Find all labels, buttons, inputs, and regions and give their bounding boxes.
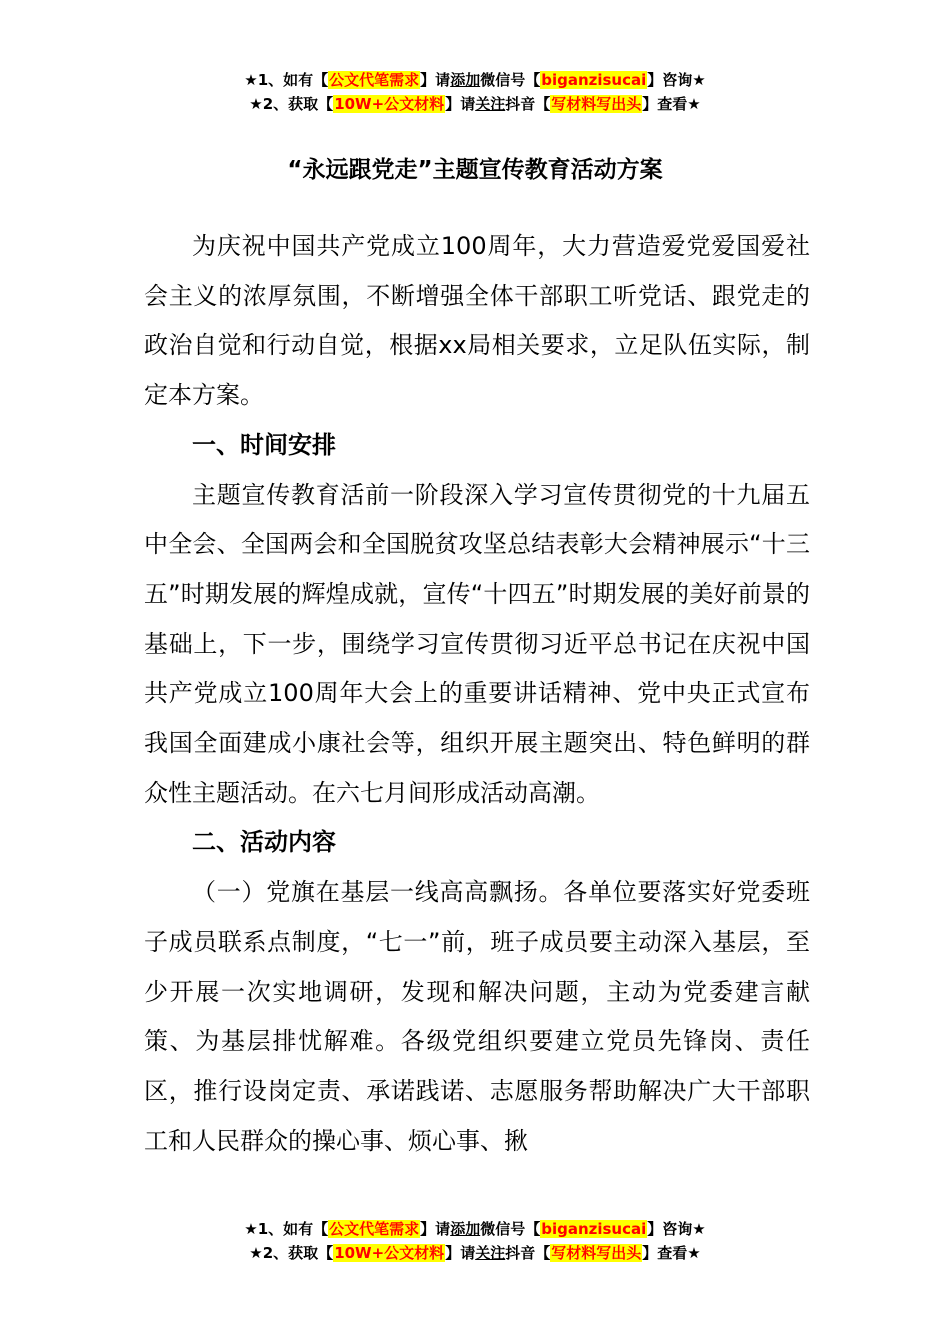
promo-underlined-text: 关注	[475, 95, 506, 113]
promo-underlined-text: 添加	[450, 71, 481, 89]
promo-highlight: 写材料写出头	[551, 1244, 642, 1262]
promo-highlight: 写材料写出头	[551, 95, 642, 113]
section-1-paragraph: 主题宣传教育活前一阶段深入学习宣传贯彻党的十九届五中全会、全国两会和全国脱贫攻坚总结表彰大会精神展示“十三五”时期发展的辉煌成就，宣传“十四五”时期发展的美好前景的基础上，下一步，围绕学习宣传贯彻习近平总书记在庆祝中国共产党成立100周年大会上的重要讲话精神、党中央正式宣布我国全面建成小康社会等，组织开展主题突出、特色鲜明的群众性主题活动。在六七月间形成活动高潮。	[144, 480, 810, 807]
promo-banner-top	[0, 68, 950, 116]
promo-highlight: biganzisucai	[541, 1220, 647, 1238]
promo-text: 】请	[445, 95, 476, 113]
promo-text: 】咨询★	[647, 1220, 706, 1238]
promo-line-2	[0, 1241, 950, 1265]
promo-text: 】查看★	[642, 1244, 701, 1262]
document-title: “永远跟党走”主题宣传教育活动方案	[287, 157, 663, 183]
promo-text: 】咨询★	[647, 71, 706, 89]
document-body	[144, 222, 810, 1212]
promo-highlight: 公文代笔需求	[329, 71, 420, 89]
promo-text: 】查看★	[642, 95, 701, 113]
promo-text: 微信号【	[480, 71, 541, 89]
promo-text: ★1、如有【	[244, 1220, 329, 1238]
intro-paragraph: 为庆祝中国共产党成立100周年，大力营造爱党爱国爱社会主义的浓厚氛围，不断增强全体干部职工听党话、跟党走的政治自觉和行动自觉，根据xx局相关要求，立足队伍实际，制定本方案。	[144, 232, 810, 410]
promo-highlight: 10W+公文材料	[334, 1244, 445, 1262]
promo-text: 】请	[420, 71, 451, 89]
promo-underlined-text: 关注	[475, 1244, 506, 1262]
promo-text: 微信号【	[480, 1220, 541, 1238]
promo-highlight: 公文代笔需求	[329, 1220, 420, 1238]
promo-line-2	[0, 92, 950, 116]
promo-text: 】请	[420, 1220, 451, 1238]
promo-highlight: 10W+公文材料	[334, 95, 445, 113]
promo-highlight: biganzisucai	[541, 71, 647, 89]
section-1-heading: 一、时间安排	[192, 430, 336, 459]
promo-text: ★1、如有【	[244, 71, 329, 89]
section-2-paragraph: （一）党旗在基层一线高高飘扬。各单位要落实好党委班子成员联系点制度，“七一”前，班子成员要主动深入基层，至少开展一次实地调研，发现和解决问题，主动为党委建言献策、为基层排忧解难。各级党组织要建立党员先锋岗、责任区，推行设岗定责、承诺践诺、志愿服务帮助解决广大干部职工和人民群众的操心事、烦心事、揪	[144, 878, 810, 1155]
section-2-heading: 二、活动内容	[192, 828, 336, 857]
promo-text: 】请	[445, 1244, 476, 1262]
promo-line-1	[0, 68, 950, 92]
promo-text: 抖音【	[505, 95, 551, 113]
promo-banner-bottom	[0, 1217, 950, 1265]
promo-text: 抖音【	[505, 1244, 551, 1262]
promo-text: ★2、获取【	[249, 95, 334, 113]
promo-line-1	[0, 1217, 950, 1241]
promo-underlined-text: 添加	[450, 1220, 481, 1238]
promo-text: ★2、获取【	[249, 1244, 334, 1262]
